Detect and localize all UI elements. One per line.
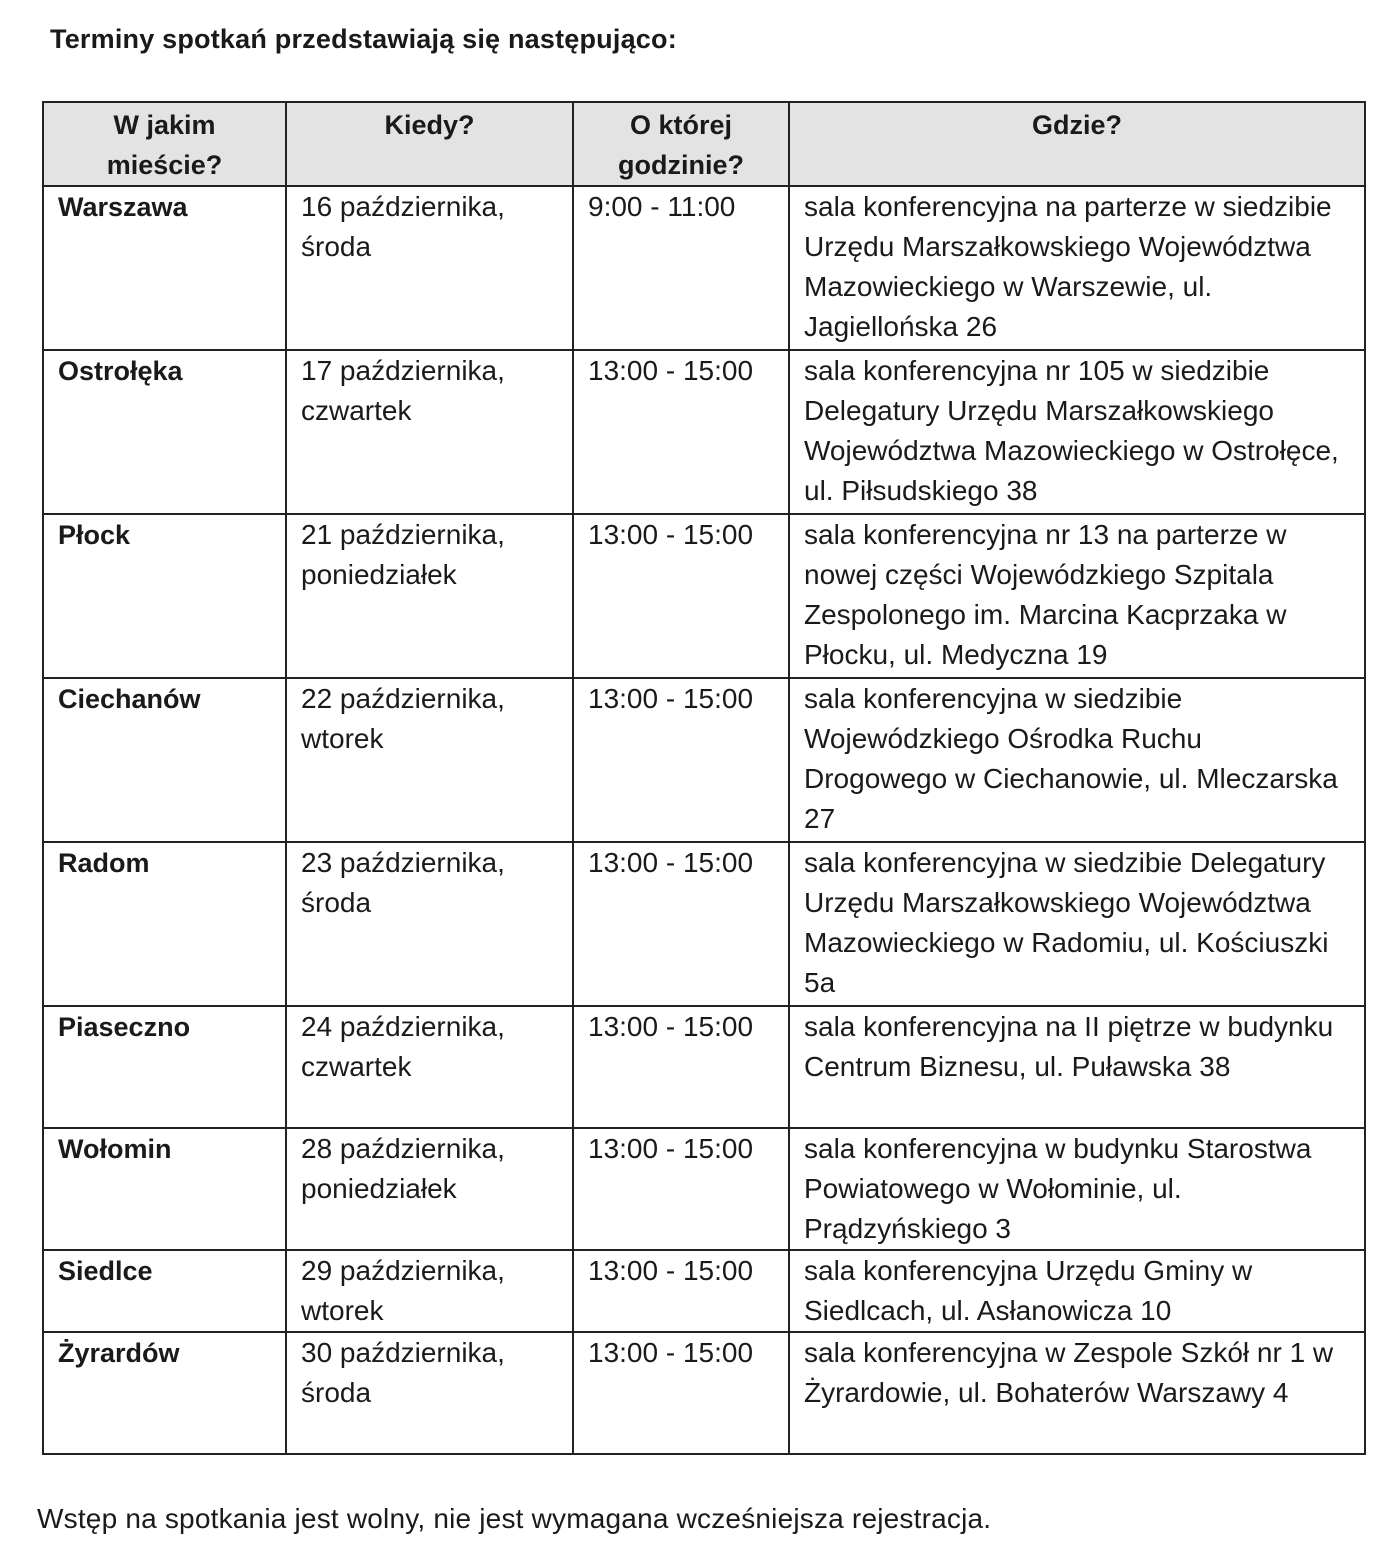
cell-time: 13:00 - 15:00	[573, 350, 789, 514]
header-row	[43, 102, 1365, 186]
cell-city: Ostrołęka	[43, 350, 286, 514]
footer-note: Wstęp na spotkania jest wolny, nie jest wymagana wcześniejsza rejestracja.	[37, 1503, 992, 1534]
table-row	[43, 678, 1365, 842]
cell-time: 13:00 - 15:00	[573, 1006, 789, 1128]
header-where: Gdzie?	[789, 102, 1365, 186]
cell-city: Żyrardów	[43, 1332, 286, 1454]
cell-time: 13:00 - 15:00	[573, 1250, 789, 1332]
table-row	[43, 1006, 1365, 1128]
cell-time: 13:00 - 15:00	[573, 678, 789, 842]
cell-when: 29 października, wtorek	[286, 1250, 573, 1332]
cell-where: sala konferencyjna w budynku Starostwa Powiatowego w Wołominie, ul. Prądzyńskiego 3	[789, 1128, 1365, 1250]
cell-when: 23 października, środa	[286, 842, 573, 1006]
table-row	[43, 842, 1365, 1006]
cell-when: 28 października, poniedziałek	[286, 1128, 573, 1250]
cell-when: 16 października, środa	[286, 186, 573, 350]
table-row	[43, 1332, 1365, 1454]
cell-where: sala konferencyjna Urzędu Gminy w Siedlcach, ul. Asłanowicza 10	[789, 1250, 1365, 1332]
cell-when: 30 października, środa	[286, 1332, 573, 1454]
meeting-schedule-table	[42, 101, 1366, 1455]
cell-when: 22 października, wtorek	[286, 678, 573, 842]
cell-where: sala konferencyjna w Zespole Szkół nr 1 w Żyrardowie, ul. Bohaterów Warszawy 4	[789, 1332, 1365, 1454]
cell-when: 17 października, czwartek	[286, 350, 573, 514]
header-when: Kiedy?	[286, 102, 573, 186]
table-row	[43, 514, 1365, 678]
cell-city: Piaseczno	[43, 1006, 286, 1128]
header-time: O której godzinie?	[573, 102, 789, 186]
cell-city: Siedlce	[43, 1250, 286, 1332]
cell-time: 13:00 - 15:00	[573, 1332, 789, 1454]
cell-where: sala konferencyjna na II piętrze w budynku Centrum Biznesu, ul. Puławska 38	[789, 1006, 1365, 1128]
table-row	[43, 1250, 1365, 1332]
table-header	[43, 102, 1365, 186]
cell-where: sala konferencyjna na parterze w siedzibie Urzędu Marszałkowskiego Województwa Mazowieckiego w Warszewie, ul. Jagiellońska 26	[789, 186, 1365, 350]
header-city: W jakim mieście?	[43, 102, 286, 186]
cell-time: 13:00 - 15:00	[573, 842, 789, 1006]
page-title: Terminy spotkań przedstawiają się następująco:	[50, 24, 677, 54]
cell-city: Radom	[43, 842, 286, 1006]
cell-city: Warszawa	[43, 186, 286, 350]
cell-time: 13:00 - 15:00	[573, 1128, 789, 1250]
cell-when: 24 października, czwartek	[286, 1006, 573, 1128]
cell-city: Płock	[43, 514, 286, 678]
cell-where: sala konferencyjna w siedzibie Delegatury Urzędu Marszałkowskiego Województwa Mazowieckiego w Radomiu, ul. Kościuszki 5a	[789, 842, 1365, 1006]
cell-where: sala konferencyjna w siedzibie Wojewódzkiego Ośrodka Ruchu Drogowego w Ciechanowie, ul. Mleczarska 27	[789, 678, 1365, 842]
cell-when: 21 października, poniedziałek	[286, 514, 573, 678]
table-row	[43, 350, 1365, 514]
cell-time: 9:00 - 11:00	[573, 186, 789, 350]
table-row	[43, 1128, 1365, 1250]
table-body	[43, 186, 1365, 1454]
cell-time: 13:00 - 15:00	[573, 514, 789, 678]
cell-city: Ciechanów	[43, 678, 286, 842]
table-row	[43, 186, 1365, 350]
cell-where: sala konferencyjna nr 13 na parterze w nowej części Wojewódzkiego Szpitala Zespolonego im. Marcina Kacprzaka w Płocku, ul. Medyczna 19	[789, 514, 1365, 678]
cell-city: Wołomin	[43, 1128, 286, 1250]
cell-where: sala konferencyjna nr 105 w siedzibie Delegatury Urzędu Marszałkowskiego Województwa Mazowieckiego w Ostrołęce, ul. Piłsudskiego 38	[789, 350, 1365, 514]
